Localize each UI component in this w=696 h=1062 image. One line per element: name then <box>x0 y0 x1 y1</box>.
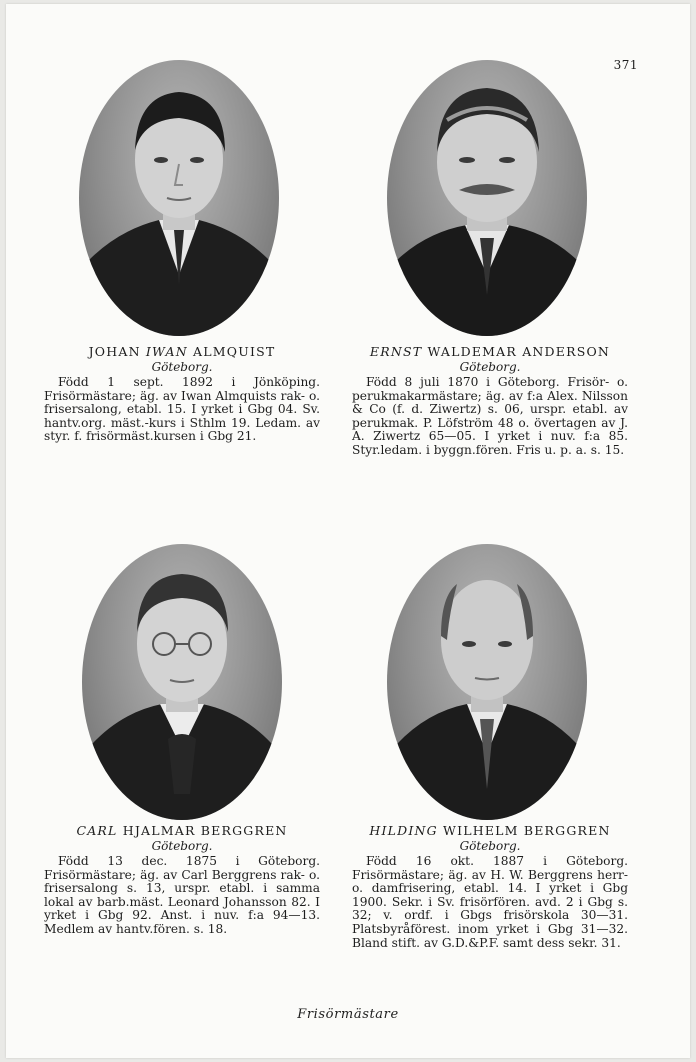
biography-entry <box>44 344 320 444</box>
name-rest: ALMQUIST <box>193 344 276 359</box>
page-number: 371 <box>613 58 638 72</box>
portrait-figure <box>79 60 279 336</box>
name-rest: WILHELM BERGGREN <box>443 823 611 838</box>
book-page <box>6 4 690 1058</box>
portrait-figure <box>387 544 587 820</box>
biography-text: Född 16 okt. 1887 i Göteborg. Frisörmästare; äg. av H. W. Berggrens herr- o. damfrisering, etabl. 14. I yrket i Gbg 1900. Sekr. i Sv. frisörfören. avd. 2 i Gbg s. 32; v. ordf. i Gbgs frisörskola 30—31. Platsbyråförest. inom yrket i Gbg 31—32. Bland stift. av G.D.&P.F. samt dess sekr. 31. <box>352 854 628 950</box>
name-rest: WALDEMAR ANDERSON <box>427 344 611 359</box>
name-given: IWAN <box>145 344 188 359</box>
city: Göteborg. <box>151 360 213 374</box>
portrait-photo <box>82 544 282 820</box>
person-name <box>44 344 320 359</box>
name-given: ERNST <box>369 344 423 359</box>
biography-text: Född 13 dec. 1875 i Göteborg. Frisörmästare; äg. av Carl Berggrens rak- o. frisersalong s. 13, urspr. etabl. i samma lokal av barb.mäst. Leonard Johansson 82. I yrket i Gbg 92. Anst. i nuv. f:a 94—13. Medlem av hantv.fören. s. 18. <box>44 854 320 936</box>
person-name <box>352 823 628 838</box>
name-rest: HJALMAR BERGGREN <box>122 823 288 838</box>
name-first: JOHAN <box>88 344 141 359</box>
portrait-photo <box>387 544 587 820</box>
biography-entry <box>352 344 628 458</box>
name-given: HILDING <box>369 823 438 838</box>
city: Göteborg. <box>151 839 213 853</box>
page-footer: Frisörmästare <box>297 1007 399 1022</box>
portrait-figure <box>387 60 587 336</box>
portrait-photo <box>387 60 587 336</box>
biography-entry <box>44 823 320 937</box>
biography-text: Född 1 sept. 1892 i Jönköping. Frisörmästare; äg. av Iwan Almquists rak- o. frisersalong, etabl. 15. I yrket i Gbg 04. Sv. hantv.org. mäst.-kurs i Sthlm 19. Ledam. av styr. f. frisörmäst.kursen i Gbg 21. <box>44 375 320 444</box>
person-name <box>44 823 320 838</box>
biography-entry <box>352 823 628 950</box>
city: Göteborg. <box>459 360 521 374</box>
person-name <box>352 344 628 359</box>
portrait-figure <box>82 544 282 820</box>
name-given: CARL <box>76 823 118 838</box>
city: Göteborg. <box>459 839 521 853</box>
biography-text: Född 8 juli 1870 i Göteborg. Frisör- o. perukmakarmästare; äg. av f:a Alex. Nilsson & Co (f. d. Ziwertz) s. 06, urspr. etabl. av perukmak. P. Löfström 48 o. övertagen av J. A. Ziwertz 65—05. I yrket i nuv. f:a 85. Styr.ledam. i byggn.fören. Fris u. p. a. s. 15. <box>352 375 628 457</box>
portrait-photo <box>79 60 279 336</box>
